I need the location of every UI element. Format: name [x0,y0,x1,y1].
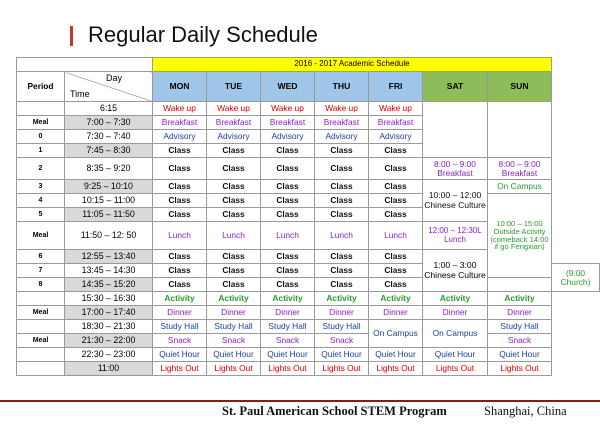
table-row [17,320,600,334]
schedule-cell: Lights Out [423,362,488,376]
period-cell: Meal [17,334,65,348]
period-cell: Meal [17,116,65,130]
time-cell: 8:35 – 9:20 [65,158,153,180]
table-row [17,334,600,348]
academic-year-banner: 2016 - 2017 Academic Schedule [153,58,552,72]
schedule-cell: Lights Out [261,362,315,376]
time-cell: 10:15 – 11:00 [65,194,153,208]
schedule-cell: Class [207,278,261,292]
schedule-cell: Activity [261,292,315,306]
time-cell: 6:15 [65,102,153,116]
schedule-cell: Lights Out [207,362,261,376]
schedule-cell: Class [315,264,369,278]
fri-on-campus-cell: On Campus [369,320,423,348]
period-cell: 2 [17,158,65,180]
period-cell: 0 [17,130,65,144]
schedule-cell: Wake up [315,102,369,116]
period-cell: Meal [17,222,65,250]
schedule-cell: Class [153,208,207,222]
table-row [17,306,600,320]
schedule-cell: Class [315,144,369,158]
schedule-cell: Wake up [153,102,207,116]
footer-divider [0,400,600,402]
time-cell: 13:45 – 14:30 [65,264,153,278]
table-row [17,362,600,376]
period-cell: 5 [17,208,65,222]
schedule-cell: Class [207,250,261,264]
schedule-cell: Breakfast [369,116,423,130]
schedule-cell: Class [207,144,261,158]
sun-breakfast-cell: 8:00 – 9:00 Breakfast [488,158,552,180]
header-time: Time [70,88,90,99]
schedule-cell: Snack [488,334,552,348]
schedule-cell: Activity [315,292,369,306]
schedule-cell: Snack [315,334,369,348]
table-row [17,194,600,208]
schedule-cell: Class [369,144,423,158]
header-tue: TUE [207,72,261,102]
header-day: Day [105,73,122,83]
time-cell: 12:55 – 13:40 [65,250,153,264]
schedule-cell: Class [153,278,207,292]
table-row [17,278,600,292]
schedule-cell: Study Hall [261,320,315,334]
schedule-cell: Lunch [315,222,369,250]
schedule-cell: Breakfast [315,116,369,130]
table-row [17,158,600,180]
schedule-cell: Class [315,208,369,222]
schedule-cell: Class [261,158,315,180]
schedule-cell: Lunch [261,222,315,250]
sun-early-blank [488,102,552,158]
schedule-cell: Breakfast [207,116,261,130]
schedule-cell: Quiet Hour [423,348,488,362]
time-cell: 11:50 – 12: 50 [65,222,153,250]
time-cell: 9:25 – 10:10 [65,180,153,194]
schedule-cell: Class [315,158,369,180]
schedule-cell: Wake up [261,102,315,116]
schedule-cell: Class [369,250,423,264]
header-day-time [65,72,153,102]
time-cell: 18:30 – 21:30 [65,320,153,334]
schedule-cell: Class [207,158,261,180]
schedule-cell: Class [369,278,423,292]
schedule-cell: Quiet Hour [207,348,261,362]
period-cell: 4 [17,194,65,208]
schedule-cell: Snack [261,334,315,348]
corner-blank [17,58,153,72]
header-thu: THU [315,72,369,102]
schedule-table [16,57,600,376]
schedule-cell: Activity [207,292,261,306]
sat-on-campus-cell: On Campus [423,320,488,348]
sat-lunch-cell: 12:00 – 12:30L Lunch [423,222,488,250]
schedule-cell: Snack [207,334,261,348]
period-cell: 7 [17,264,65,278]
schedule-cell: Snack [153,334,207,348]
header-fri: FRI [369,72,423,102]
table-row [17,180,600,194]
schedule-cell: Quiet Hour [261,348,315,362]
header-wed: WED [261,72,315,102]
schedule-cell: Advisory [315,130,369,144]
schedule-cell: Advisory [153,130,207,144]
schedule-cell: Breakfast [261,116,315,130]
schedule-cell: Dinner [261,306,315,320]
time-cell: 22:30 – 23:00 [65,348,153,362]
schedule-cell: Class [261,278,315,292]
time-cell: 14:35 – 15:20 [65,278,153,292]
time-cell: 17:00 – 17:40 [65,306,153,320]
schedule-cell: Class [153,194,207,208]
table-row [17,292,600,306]
schedule-cell: Study Hall [315,320,369,334]
schedule-cell: Study Hall [207,320,261,334]
time-cell: 21:30 – 22:00 [65,334,153,348]
schedule-cell: Class [369,194,423,208]
sat-early-blank [423,102,488,158]
time-cell: 7:30 – 7:40 [65,130,153,144]
schedule-cell: Quiet Hour [488,348,552,362]
page-title: Regular Daily Schedule [88,22,318,47]
schedule-cell: Quiet Hour [369,348,423,362]
schedule-cell: Wake up [369,102,423,116]
schedule-cell: Advisory [369,130,423,144]
schedule-cell: Lunch [207,222,261,250]
schedule-cell: Dinner [315,306,369,320]
schedule-cell: Class [261,264,315,278]
time-cell: 7:00 – 7:30 [65,116,153,130]
period-cell [17,320,65,334]
sun-church-cell: (9:00 Church) [552,264,600,292]
schedule-cell: Quiet Hour [315,348,369,362]
sun-outside-activity-cell: 10:00 – 15:00 Outside Activity (comeback 14:00 if go Fengxian) [488,194,552,278]
header-mon: MON [153,72,207,102]
sat-breakfast-cell: 8:00 – 9:00 Breakfast [423,158,488,180]
schedule-cell: Class [207,264,261,278]
schedule-cell: Lights Out [369,362,423,376]
schedule-cell: Class [369,264,423,278]
schedule-cell: Class [207,180,261,194]
schedule-cell: Activity [423,292,488,306]
time-cell: 7:45 – 8:30 [65,144,153,158]
schedule-cell: Class [369,208,423,222]
schedule-cell: Wake up [207,102,261,116]
schedule-cell: Lights Out [488,362,552,376]
schedule-cell: Lights Out [153,362,207,376]
table-row [17,348,600,362]
footer-program: St. Paul American School STEM Program [222,404,447,418]
title-accent-bar [70,26,73,46]
schedule-cell: Quiet Hour [153,348,207,362]
schedule-cell: Class [261,144,315,158]
schedule-cell: Dinner [369,306,423,320]
period-cell [17,348,65,362]
time-cell: 11:05 – 11:50 [65,208,153,222]
schedule-cell: Dinner [153,306,207,320]
schedule-cell: Advisory [261,130,315,144]
schedule-cell: Class [207,194,261,208]
sun-on-campus-cell: On Campus [488,180,552,194]
schedule-cell: Lunch [153,222,207,250]
schedule-cell: Lunch [369,222,423,250]
schedule-cell: Lights Out [315,362,369,376]
schedule-cell: Activity [153,292,207,306]
sat-chinese-culture-afternoon: 1:00 – 3:00 Chinese Culture [423,250,488,292]
period-cell [17,362,65,376]
schedule-cell: Dinner [207,306,261,320]
schedule-cell: Advisory [207,130,261,144]
schedule-cell: Class [369,158,423,180]
period-cell: 3 [17,180,65,194]
header-period: Period [17,72,65,102]
schedule-cell: Class [207,208,261,222]
schedule-cell: Class [261,208,315,222]
period-cell [17,292,65,306]
period-cell: Meal [17,306,65,320]
table-row [17,102,600,116]
schedule-cell: Class [261,194,315,208]
schedule-cell: Study Hall [488,320,552,334]
footer-city: Shanghai, China [484,404,567,418]
schedule-cell: Activity [369,292,423,306]
period-cell: 8 [17,278,65,292]
schedule-cell: Class [153,144,207,158]
schedule-cell: Class [261,180,315,194]
schedule-cell: Class [261,250,315,264]
schedule-cell: Class [153,250,207,264]
time-cell: 15:30 – 16:30 [65,292,153,306]
header-sat: SAT [423,72,488,102]
sat-chinese-culture-morning: 10:00 – 12:00 Chinese Culture [423,180,488,222]
schedule-cell: Class [153,180,207,194]
period-cell [17,102,65,116]
header-sun: SUN [488,72,552,102]
schedule-cell: Class [315,180,369,194]
period-cell: 6 [17,250,65,264]
schedule-cell: Breakfast [153,116,207,130]
schedule-cell: Activity [488,292,552,306]
time-cell: 11:00 [65,362,153,376]
period-cell: 1 [17,144,65,158]
schedule-cell: Study Hall [153,320,207,334]
schedule-cell: Class [315,250,369,264]
schedule-cell: Class [315,194,369,208]
schedule-cell: Dinner [423,306,488,320]
schedule-cell: Class [315,278,369,292]
schedule-cell: Dinner [488,306,552,320]
schedule-cell: Class [369,180,423,194]
schedule-cell: Class [153,158,207,180]
schedule-cell: Class [153,264,207,278]
